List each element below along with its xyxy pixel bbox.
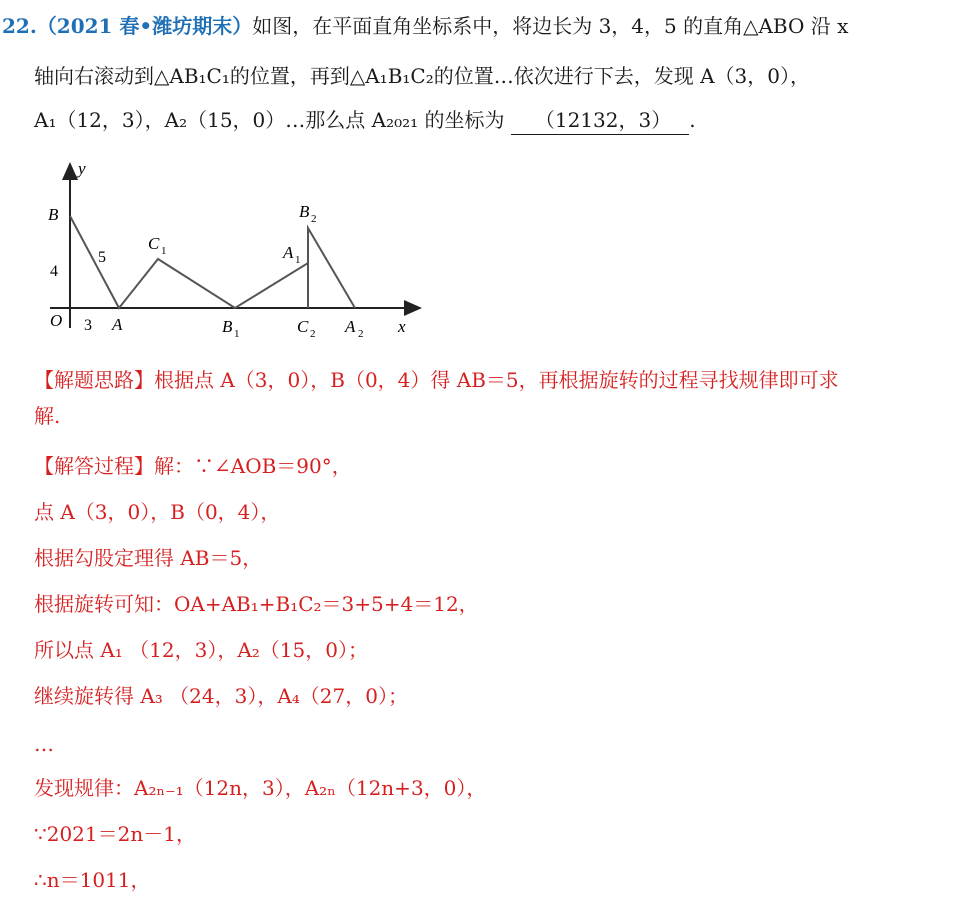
- problem-text-1: 如图，在平面直角坐标系中，将边长为 3，4，5 的直角△ABO 沿 x: [252, 14, 849, 38]
- rolling-triangle-figure: [40, 158, 480, 348]
- solution-step-4: 所以点 A₁ （12，3），A₂（15，0）；: [34, 638, 368, 662]
- label-o: O: [50, 311, 63, 330]
- label-3: 3: [84, 317, 92, 334]
- label-x: x: [398, 317, 406, 336]
- svg-text:A: A: [283, 243, 294, 262]
- svg-text:1: 1: [161, 245, 167, 257]
- label-b1: [222, 317, 240, 340]
- svg-text:1: 1: [295, 254, 301, 266]
- answer-blank: （12132，3）: [511, 106, 689, 135]
- solution-step-7: 发现规律：A₂ₙ₋₁（12n，3），A₂ₙ（12n+3，0），: [34, 776, 487, 800]
- triangle-b2: [308, 228, 355, 308]
- problem-text-3: A₁（12，3），A₂（15，0）…那么点 A₂₀₂₁ 的坐标为: [34, 108, 505, 132]
- label-a: A: [112, 315, 123, 334]
- label-a2: [344, 317, 364, 340]
- svg-text:B: B: [299, 202, 310, 221]
- problem-period: .: [689, 108, 696, 132]
- svg-text:B: B: [222, 317, 233, 336]
- svg-text:2: 2: [310, 328, 316, 340]
- problem-line-2: 轴向右滚动到△AB₁C₁的位置，再到△A₁B₁C₂的位置…依次进行下去，发现 A（3，0），: [34, 64, 810, 88]
- problem-line-3: [34, 106, 696, 135]
- solution-step-3: 根据旋转可知：OA+AB₁+B₁C₂＝3+5+4＝12，: [34, 592, 479, 616]
- solution-step-1: 点 A（3，0），B（0，4），: [34, 500, 281, 524]
- solution-step-2: 根据勾股定理得 AB＝5，: [34, 546, 263, 570]
- problem-number: 22.: [2, 14, 37, 38]
- label-y: y: [78, 159, 86, 178]
- label-c1: [148, 234, 167, 257]
- svg-text:2: 2: [311, 213, 317, 225]
- solution-step-9: ∴n＝1011，: [34, 868, 151, 892]
- solution-step-5: 继续旋转得 A₃ （24，3），A₄（27，0）；: [34, 684, 408, 708]
- label-c2: [297, 317, 316, 340]
- solution-step-8: ∵2021＝2n－1，: [34, 822, 196, 846]
- svg-text:2: 2: [358, 328, 364, 340]
- label-5: 5: [98, 249, 106, 266]
- svg-text:A: A: [345, 317, 356, 336]
- solution-idea-line-1: 【解题思路】根据点 A（3，0），B（0，4）得 AB＝5，再根据旋转的过程寻找规律即可求: [34, 368, 839, 392]
- solution-idea-line-2: 解.: [34, 404, 61, 428]
- label-b: B: [48, 205, 59, 224]
- label-4: 4: [50, 263, 58, 280]
- solution-step-0: 【解答过程】解：∵∠AOB＝90°，: [34, 454, 352, 478]
- label-a1: [282, 243, 301, 266]
- problem-line-1: [2, 12, 848, 40]
- label-b2: [299, 202, 317, 225]
- solution-step-6: …: [34, 732, 54, 756]
- svg-text:C: C: [148, 234, 160, 253]
- svg-text:C: C: [297, 317, 309, 336]
- svg-text:1: 1: [234, 328, 240, 340]
- problem-source: （2021 春•潍坊期末）: [36, 14, 253, 38]
